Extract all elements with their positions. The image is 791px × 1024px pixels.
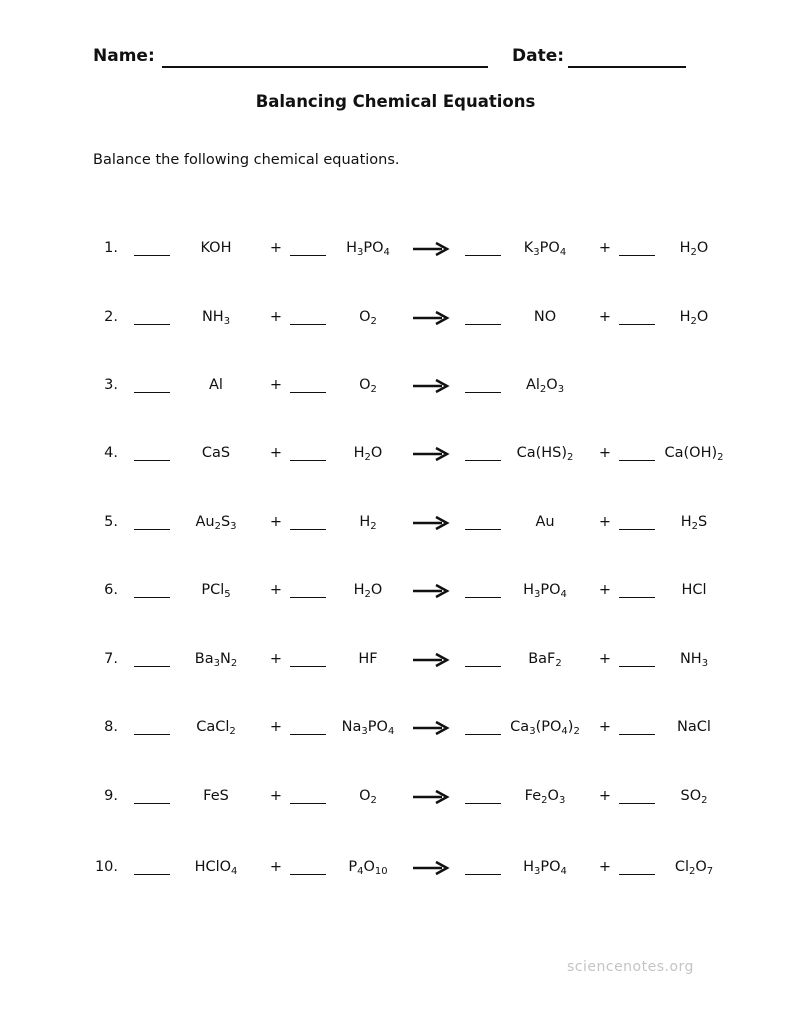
formula-part: O [359,788,371,804]
plus-sign: + [269,377,283,393]
coefficient-blank[interactable] [134,324,170,325]
coefficient-blank[interactable] [134,529,170,530]
right-arrow-icon [412,378,450,398]
formula-part: (PO [535,719,562,735]
subscript: 3 [356,247,364,258]
subscript: 4 [561,726,568,737]
reactant-2 [320,377,416,393]
formula-part: O [363,859,375,875]
product-1 [497,859,593,875]
reactant-1 [168,240,264,256]
formula-part: CaCl [196,719,230,735]
subscript: 2 [691,521,699,532]
product-2 [646,309,742,325]
reactant-2 [320,445,416,461]
formula-part: H [346,240,357,256]
reactant-2 [320,309,416,325]
formula-part: H [353,582,365,598]
equation-number: 7. [104,651,118,667]
right-arrow-icon [412,652,450,672]
date-label: Date: [512,46,565,66]
equation-row [0,719,791,745]
right-arrow-icon [412,720,450,740]
reactant-1 [168,651,264,667]
product-1 [497,240,593,256]
subscript: 10 [374,866,388,877]
formula-part: PCl [201,582,225,598]
formula-part: K [523,240,534,256]
formula-part: N [219,651,231,667]
subscript: 2 [370,521,377,532]
formula-part: PO [540,582,561,598]
product-1 [497,309,593,325]
formula-part: Cl [674,859,689,875]
product-2 [646,240,742,256]
equation-row [0,582,791,608]
formula-part: HF [358,651,378,667]
equation-number: 3. [104,377,118,393]
coefficient-blank[interactable] [134,255,170,256]
formula-part: Ba [194,651,214,667]
reactant-1 [168,514,264,530]
formula-part: ) [567,719,574,735]
subscript: 3 [533,589,541,600]
formula-part: CaS [201,445,231,461]
formula-part: NH [679,651,702,667]
equation-number: 6. [104,582,118,598]
formula-part: O [370,582,383,598]
formula-part: O [359,377,371,393]
plus-sign: + [269,240,283,256]
instructions: Balance the following chemical equations. [93,152,400,168]
coefficient-blank[interactable] [465,666,501,667]
formula-part: H [523,582,534,598]
equation-number: 5. [104,514,118,530]
subscript: 4 [231,866,238,877]
reactant-2 [320,514,416,530]
equation-row [0,377,791,403]
subscript: 3 [533,866,541,877]
coefficient-blank[interactable] [465,460,501,461]
right-arrow-icon [412,241,450,261]
page-title: Balancing Chemical Equations [255,92,536,111]
plus-sign: + [269,651,283,667]
formula-part: H [679,309,691,325]
formula-part: H [679,240,691,256]
coefficient-blank[interactable] [465,803,501,804]
equation-number: 9. [104,788,118,804]
subscript: 2 [364,452,371,463]
plus-sign: + [598,582,612,598]
subscript: 2 [539,384,547,395]
equation-number: 2. [104,309,118,325]
equation-row [0,445,791,471]
subscript: 3 [529,726,536,737]
plus-sign: + [269,445,283,461]
formula-part: O [370,445,383,461]
subscript: 2 [701,795,708,806]
plus-sign: + [269,309,283,325]
coefficient-blank[interactable] [134,874,170,875]
coefficient-blank[interactable] [134,734,170,735]
formula-part: H [359,514,371,530]
equation-row [0,788,791,814]
subscript: 7 [706,866,714,877]
coefficient-blank[interactable] [465,255,501,256]
coefficient-blank[interactable] [465,324,501,325]
subscript: 4 [357,866,364,877]
subscript: 3 [213,658,220,669]
reactant-1 [168,309,264,325]
product-1 [497,788,593,804]
plus-sign: + [269,719,283,735]
formula-part: P [348,859,358,875]
formula-part: H [523,859,534,875]
subscript: 3 [557,384,565,395]
subscript: 2 [555,658,562,669]
subscript: 2 [229,726,236,737]
formula-part: HCl [681,582,707,598]
product-2 [646,582,742,598]
subscript: 2 [690,316,697,327]
coefficient-blank[interactable] [465,734,501,735]
coefficient-blank[interactable] [465,529,501,530]
product-1 [497,445,593,461]
watermark: sciencenotes.org [567,959,694,975]
subscript: 3 [230,521,237,532]
coefficient-blank[interactable] [134,666,170,667]
formula-part: NaCl [677,719,711,735]
product-2 [646,445,742,461]
formula-part: FeS [203,788,229,804]
subscript: 3 [558,795,566,806]
equation-row [0,651,791,677]
name-label: Name: [93,46,155,66]
formula-part: S [698,514,708,530]
subscript: 4 [559,247,567,258]
formula-part: NO [533,309,557,325]
coefficient-blank[interactable] [465,392,501,393]
plus-sign: + [598,719,612,735]
formula-part: PO [367,719,388,735]
formula-part: BaF [528,651,556,667]
subscript: 3 [701,658,709,669]
reactant-2 [320,719,416,735]
formula-part: O [547,788,559,804]
product-2 [646,719,742,735]
coefficient-blank[interactable] [134,460,170,461]
product-1 [497,582,593,598]
equation-row [0,859,791,885]
product-1 [497,514,593,530]
equation-row [0,514,791,540]
subscript: 2 [541,795,548,806]
subscript: 2 [364,589,371,600]
subscript: 3 [223,316,231,327]
subscript: 2 [688,866,696,877]
right-arrow-icon [412,310,450,330]
right-arrow-icon [412,789,450,809]
reactant-2 [320,651,416,667]
plus-sign: + [269,859,283,875]
right-arrow-icon [412,583,450,603]
subscript: 2 [214,521,221,532]
equation-row [0,309,791,335]
formula-part: Al [209,377,223,393]
subscript: 5 [224,589,231,600]
product-2 [646,788,742,804]
coefficient-blank[interactable] [465,874,501,875]
coefficient-blank[interactable] [134,597,170,598]
product-1 [497,651,593,667]
reactant-1 [168,788,264,804]
formula-part: Na [341,719,362,735]
formula-part: Fe [524,788,542,804]
subscript: 4 [387,726,395,737]
right-arrow-icon [412,515,450,535]
subscript: 4 [383,247,390,258]
subscript: 3 [533,247,540,258]
right-arrow-icon [412,860,450,880]
formula-part: O [546,377,558,393]
plus-sign: + [598,240,612,256]
subscript: 2 [370,795,377,806]
formula-part: H [353,445,365,461]
product-2 [646,651,742,667]
subscript: 2 [690,247,697,258]
subscript: 2 [370,316,377,327]
reactant-2 [320,788,416,804]
formula-part: Ca(OH) [664,445,718,461]
plus-sign: + [598,651,612,667]
subscript: 2 [230,658,238,669]
reactant-1 [168,582,264,598]
equation-number: 4. [104,445,118,461]
plus-sign: + [269,788,283,804]
coefficient-blank[interactable] [134,392,170,393]
formula-part: Au [195,514,215,530]
right-arrow-icon [412,446,450,466]
subscript: 3 [361,726,368,737]
formula-part: S [220,514,231,530]
reactant-1 [168,719,264,735]
reactant-1 [168,377,264,393]
product-2 [646,514,742,530]
subscript: 2 [717,452,724,463]
product-2 [646,859,742,875]
coefficient-blank[interactable] [465,597,501,598]
formula-part: PO [539,240,560,256]
plus-sign: + [598,514,612,530]
equation-number: 1. [104,240,118,256]
subscript: 4 [560,589,567,600]
plus-sign: + [598,309,612,325]
equation-number: 8. [104,719,118,735]
product-1 [497,719,593,735]
formula-part: O [696,240,709,256]
product-1 [497,377,593,393]
subscript: 4 [560,866,567,877]
reactant-1 [168,445,264,461]
formula-part: O [695,859,707,875]
plus-sign: + [598,445,612,461]
equation-row [0,240,791,266]
reactant-2 [320,582,416,598]
formula-part: NH [201,309,224,325]
formula-part: H [680,514,692,530]
formula-part: PO [540,859,561,875]
formula-part: Ca [510,719,530,735]
formula-part: PO [363,240,384,256]
formula-part: SO [680,788,702,804]
formula-part: Ca(HS) [516,445,568,461]
coefficient-blank[interactable] [134,803,170,804]
formula-part: Au [535,514,555,530]
formula-part: HClO [194,859,232,875]
formula-part: Al [525,377,540,393]
reactant-2 [320,240,416,256]
subscript: 2 [370,384,377,395]
reactant-2 [320,859,416,875]
formula-part: KOH [200,240,232,256]
plus-sign: + [269,582,283,598]
formula-part: O [359,309,371,325]
equation-number: 10. [94,859,118,875]
plus-sign: + [598,788,612,804]
plus-sign: + [598,859,612,875]
reactant-1 [168,859,264,875]
subscript: 2 [573,726,580,737]
plus-sign: + [269,514,283,530]
subscript: 2 [567,452,574,463]
formula-part: O [696,309,709,325]
